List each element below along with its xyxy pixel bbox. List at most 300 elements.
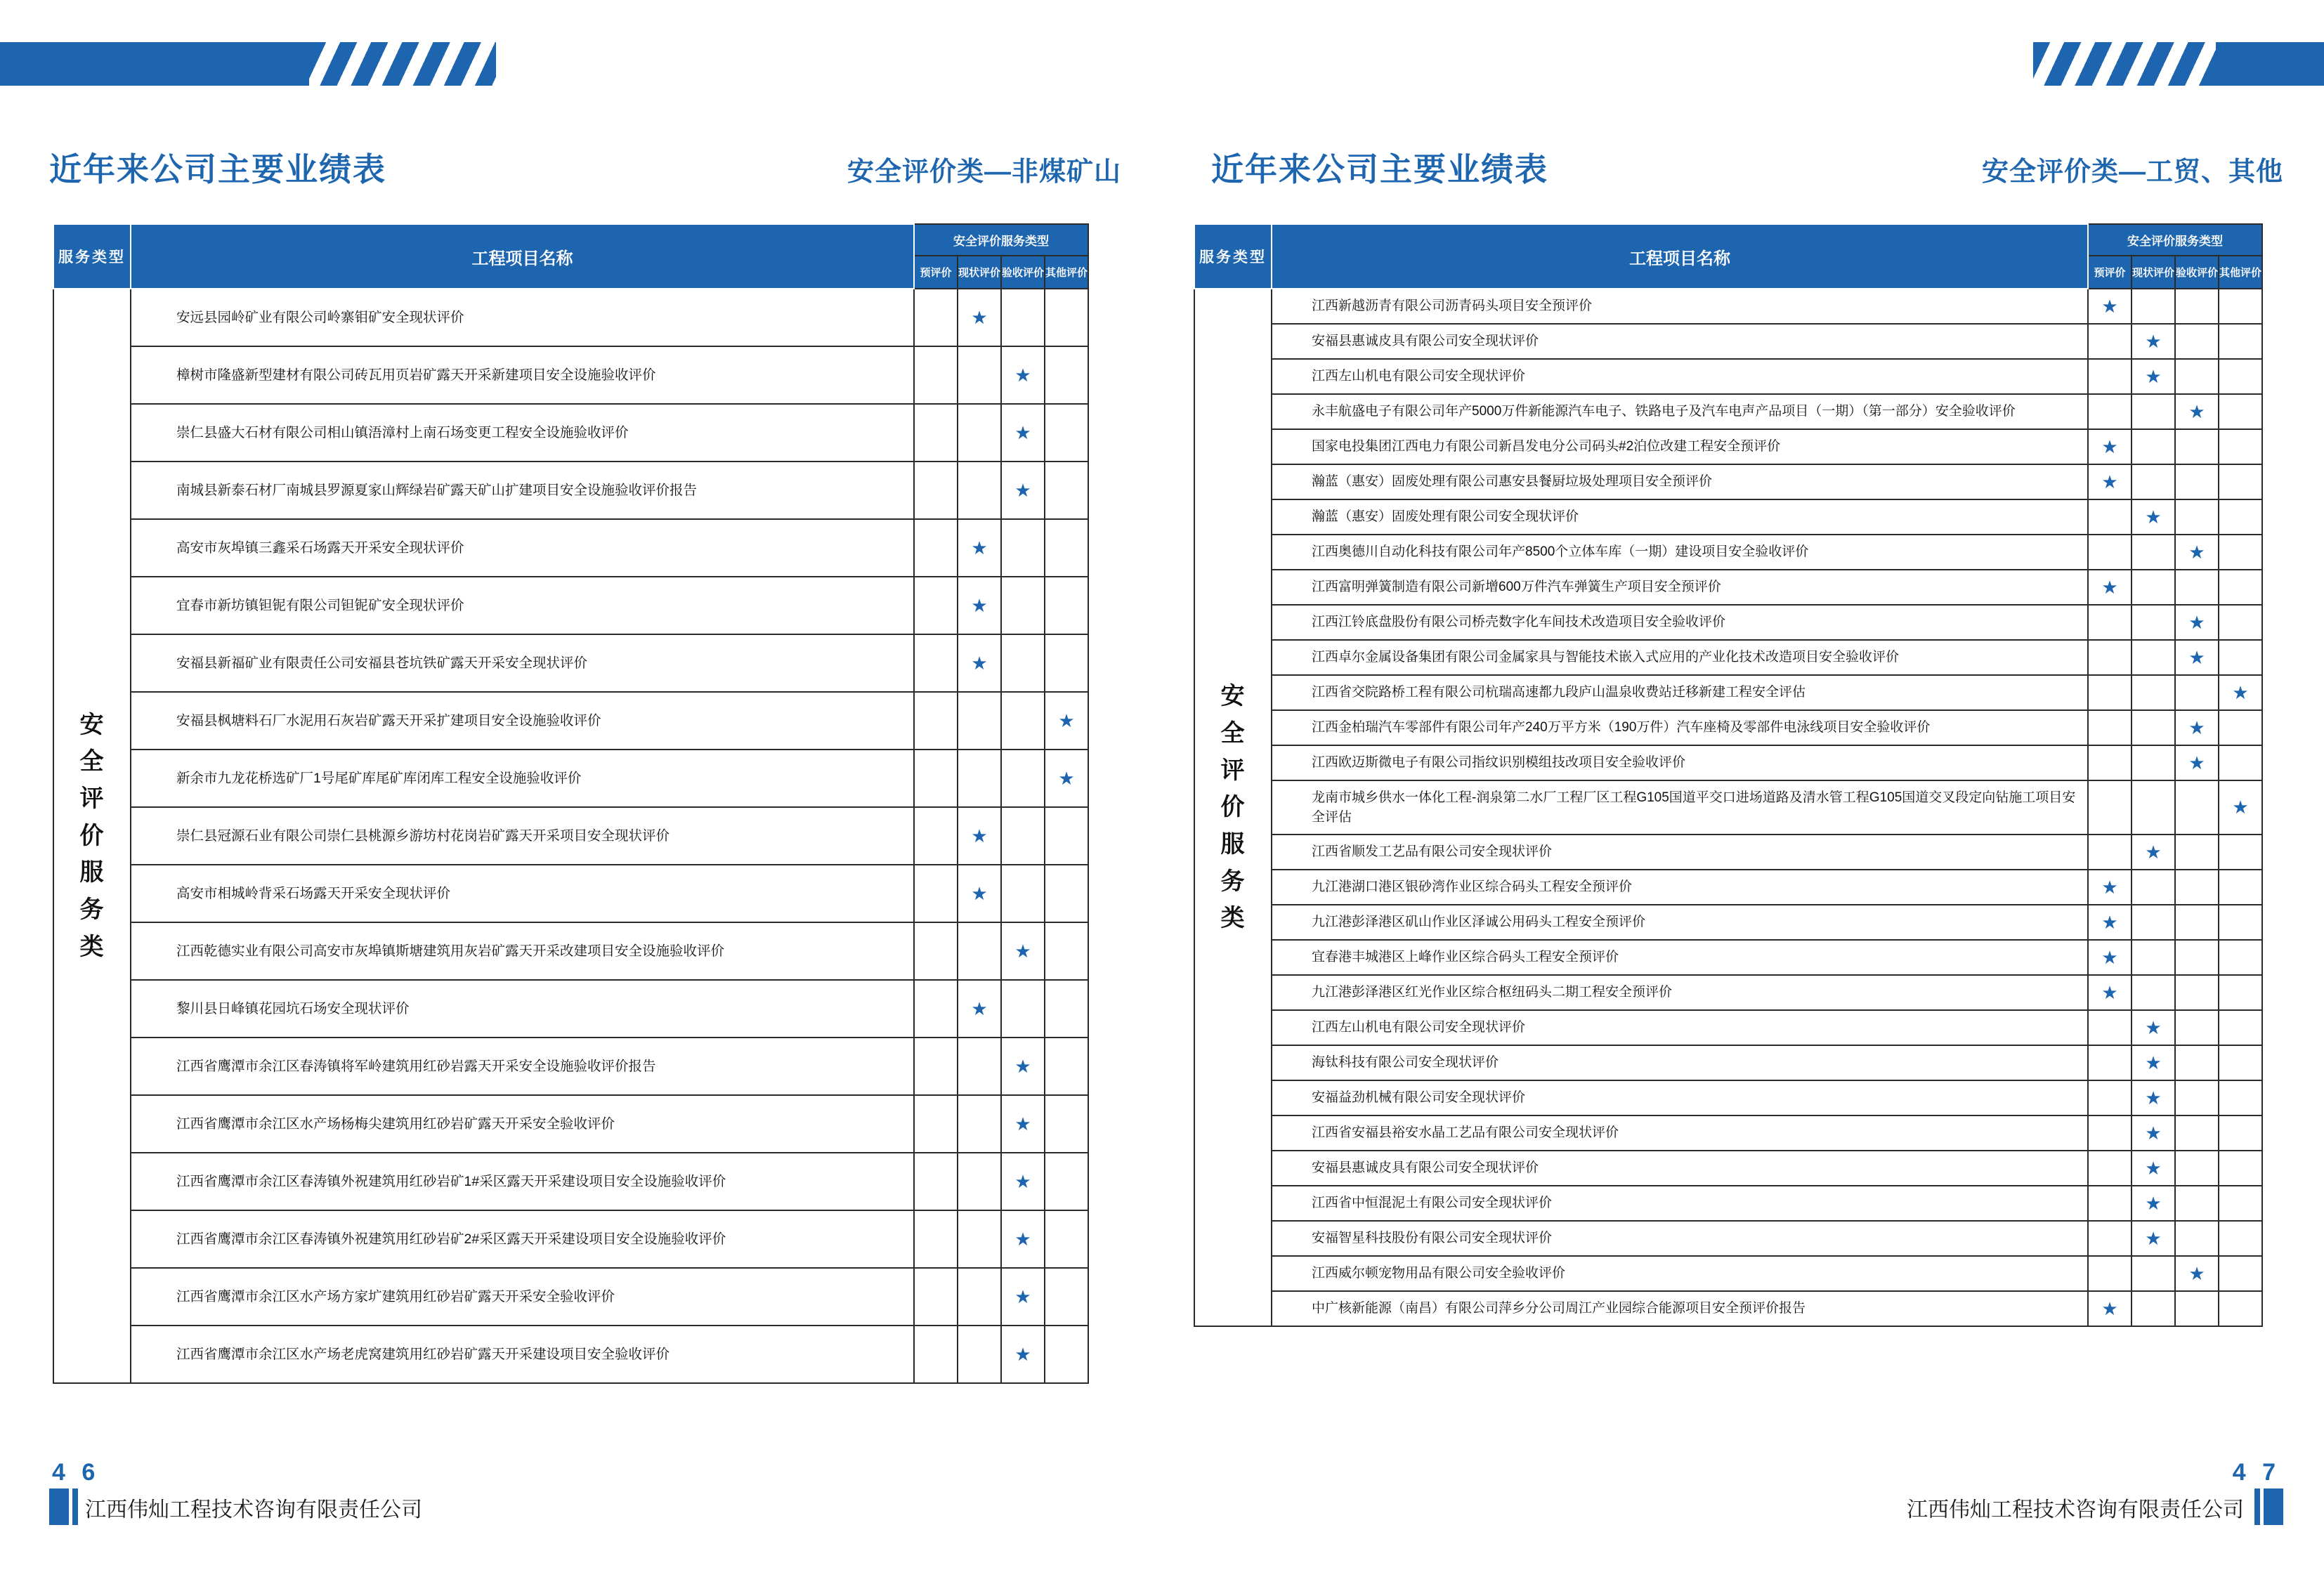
mark-cell-pre-eval xyxy=(914,750,958,807)
table-row xyxy=(1194,975,2262,1010)
header-status-eval: 现状评价 xyxy=(958,256,1001,289)
mark-cell-status-eval xyxy=(958,865,1001,922)
mark-cell-other-eval xyxy=(2219,570,2262,605)
mark-cell-acceptance-eval xyxy=(1001,692,1045,750)
mark-cell-pre-eval xyxy=(2088,1186,2132,1221)
header-acceptance-eval: 验收评价 xyxy=(2175,256,2219,289)
star-icon: ★ xyxy=(2145,1157,2162,1179)
table-row xyxy=(1194,1256,2262,1291)
mark-cell-acceptance-eval xyxy=(2175,570,2219,605)
mark-cell-status-eval xyxy=(2132,605,2175,640)
mark-cell-pre-eval xyxy=(2088,1291,2132,1326)
mark-cell-status-eval xyxy=(2132,975,2175,1010)
mark-cell-other-eval xyxy=(1045,519,1088,577)
mark-cell-pre-eval xyxy=(914,922,958,980)
mark-cell-status-eval xyxy=(2132,289,2175,324)
header-project-name: 工程项目名称 xyxy=(1272,224,2088,289)
mark-cell-status-eval xyxy=(2132,1221,2175,1256)
mark-cell-pre-eval xyxy=(2088,605,2132,640)
table-row xyxy=(1194,394,2262,429)
mark-cell-pre-eval xyxy=(2088,324,2132,359)
mark-cell-other-eval xyxy=(2219,745,2262,780)
mark-cell-other-eval xyxy=(2219,359,2262,394)
mark-cell-status-eval xyxy=(2132,499,2175,535)
page-title: 近年来公司主要业绩表 xyxy=(49,151,386,188)
table-row xyxy=(53,750,1088,807)
project-name-cell: 江西富明弹簧制造有限公司新增600万件汽车弹簧生产项目安全预评价 xyxy=(1272,570,2088,605)
mark-cell-pre-eval xyxy=(2088,870,2132,905)
mark-cell-status-eval xyxy=(2132,464,2175,499)
header-other-eval: 其他评价 xyxy=(2219,256,2262,289)
star-icon: ★ xyxy=(2232,797,2249,818)
mark-cell-acceptance-eval xyxy=(2175,1045,2219,1080)
service-type-vertical-text: 安全评价服务类 xyxy=(79,711,105,960)
project-name-cell: 江西省鹰潭市余江区水产场方家圹建筑用红砂岩矿露天开采安全验收评价 xyxy=(131,1268,914,1326)
mark-cell-acceptance-eval xyxy=(1001,346,1045,404)
mark-cell-acceptance-eval xyxy=(2175,1151,2219,1186)
mark-cell-pre-eval xyxy=(2088,710,2132,745)
mark-cell-pre-eval xyxy=(2088,429,2132,464)
project-name-cell: 江西省安福县裕安水晶工艺品有限公司安全现状评价 xyxy=(1272,1115,2088,1151)
mark-cell-status-eval xyxy=(2132,1186,2175,1221)
mark-cell-acceptance-eval xyxy=(2175,535,2219,570)
mark-cell-status-eval xyxy=(958,1326,1001,1383)
table-body-left xyxy=(53,289,1088,1383)
star-icon: ★ xyxy=(971,537,988,558)
page-subtitle: 安全评价类—非煤矿山 xyxy=(847,157,1121,187)
header-acceptance-eval: 验收评价 xyxy=(1001,256,1045,289)
project-name-cell: 高安市灰埠镇三鑫采石场露天开采安全现状评价 xyxy=(131,519,914,577)
mark-cell-acceptance-eval xyxy=(1001,404,1045,462)
mark-cell-acceptance-eval xyxy=(1001,865,1045,922)
mark-cell-pre-eval xyxy=(914,1210,958,1268)
table-row xyxy=(53,1153,1088,1210)
table-row xyxy=(53,1268,1088,1326)
mark-cell-acceptance-eval xyxy=(1001,1038,1045,1095)
star-icon: ★ xyxy=(971,652,988,674)
star-icon: ★ xyxy=(1058,709,1075,731)
project-name-cell: 江西省中恒混泥土有限公司安全现状评价 xyxy=(1272,1186,2088,1221)
star-icon: ★ xyxy=(2145,365,2162,387)
project-name-cell: 江西省鹰潭市余江区水产场老虎窝建筑用红砂岩矿露天开采建设项目安全验收评价 xyxy=(131,1326,914,1383)
mark-cell-acceptance-eval xyxy=(2175,1186,2219,1221)
star-icon: ★ xyxy=(2145,1192,2162,1214)
mark-cell-pre-eval xyxy=(914,634,958,692)
mark-cell-other-eval xyxy=(2219,1291,2262,1326)
table-row xyxy=(53,346,1088,404)
service-type-vertical-label xyxy=(53,289,131,1383)
mark-cell-status-eval xyxy=(958,750,1001,807)
mark-cell-pre-eval xyxy=(914,1326,958,1383)
mark-cell-acceptance-eval xyxy=(2175,1256,2219,1291)
project-name-cell: 安福县惠诚皮具有限公司安全现状评价 xyxy=(1272,324,2088,359)
table-row xyxy=(1194,710,2262,745)
project-name-cell: 安福智星科技股份有限公司安全现状评价 xyxy=(1272,1221,2088,1256)
mark-cell-status-eval xyxy=(958,1038,1001,1095)
performance-table-left xyxy=(53,223,1089,1384)
project-name-cell: 江西乾德实业有限公司高安市灰埠镇斯塘建筑用灰岩矿露天开采改建项目安全设施验收评价 xyxy=(131,922,914,980)
header-other-eval: 其他评价 xyxy=(1045,256,1088,289)
project-name-cell: 江西省鹰潭市余江区春涛镇外祝建筑用红砂岩矿1#采区露天开采建设项目安全设施验收评价 xyxy=(131,1153,914,1210)
table-row xyxy=(1194,835,2262,870)
star-icon: ★ xyxy=(2101,295,2118,317)
mark-cell-other-eval xyxy=(1045,865,1088,922)
table-row xyxy=(1194,324,2262,359)
table-row xyxy=(1194,1115,2262,1151)
mark-cell-other-eval xyxy=(2219,835,2262,870)
mark-cell-other-eval xyxy=(2219,535,2262,570)
mark-cell-pre-eval xyxy=(914,865,958,922)
project-name-cell: 江西省顺发工艺品有限公司安全现状评价 xyxy=(1272,835,2088,870)
table-row xyxy=(1194,1221,2262,1256)
service-type-vertical-label xyxy=(1194,289,1272,1326)
project-name-cell: 九江港湖口港区银砂湾作业区综合码头工程安全预评价 xyxy=(1272,870,2088,905)
table-row xyxy=(1194,570,2262,605)
mark-cell-other-eval xyxy=(2219,675,2262,710)
project-name-cell: 江西金柏瑞汽车零部件有限公司年产240万平方米（190万件）汽车座椅及零部件电泳线项目安全验收评价 xyxy=(1272,710,2088,745)
mark-cell-other-eval xyxy=(1045,346,1088,404)
banner-solid-bar xyxy=(0,42,313,86)
footer-company-name: 江西伟灿工程技术咨询有限责任公司 xyxy=(85,1498,422,1522)
table-row xyxy=(1194,359,2262,394)
project-name-cell: 安远县园岭矿业有限公司岭寨钼矿安全现状评价 xyxy=(131,289,914,346)
star-icon: ★ xyxy=(2101,981,2118,1003)
mark-cell-other-eval xyxy=(2219,324,2262,359)
mark-cell-status-eval xyxy=(2132,1045,2175,1080)
project-name-cell: 安福县枫塘料石厂水泥用石灰岩矿露天开采扩建项目安全设施验收评价 xyxy=(131,692,914,750)
mark-cell-other-eval xyxy=(2219,940,2262,975)
table-row xyxy=(1194,745,2262,780)
mark-cell-other-eval xyxy=(2219,1115,2262,1151)
table-row xyxy=(53,1038,1088,1095)
mark-cell-pre-eval xyxy=(2088,975,2132,1010)
table-body-right xyxy=(1194,289,2262,1326)
mark-cell-status-eval xyxy=(2132,1291,2175,1326)
top-banner-right xyxy=(1162,42,2324,86)
mark-cell-status-eval xyxy=(2132,429,2175,464)
star-icon: ★ xyxy=(1014,1285,1031,1307)
star-icon: ★ xyxy=(2101,876,2118,898)
mark-cell-other-eval xyxy=(1045,980,1088,1038)
mark-cell-other-eval xyxy=(2219,640,2262,675)
header-status-eval: 现状评价 xyxy=(2132,256,2175,289)
star-icon: ★ xyxy=(971,306,988,328)
project-name-cell: 江西威尔顿宠物用品有限公司安全验收评价 xyxy=(1272,1256,2088,1291)
mark-cell-status-eval xyxy=(958,1210,1001,1268)
right-footer xyxy=(1900,1459,2283,1540)
header-row-top xyxy=(1194,224,2262,256)
mark-cell-other-eval xyxy=(1045,750,1088,807)
star-icon: ★ xyxy=(2145,1016,2162,1038)
mark-cell-pre-eval xyxy=(2088,835,2132,870)
mark-cell-status-eval xyxy=(2132,905,2175,940)
footer-company-name: 江西伟灿工程技术咨询有限责任公司 xyxy=(1907,1498,2244,1522)
mark-cell-other-eval xyxy=(1045,1038,1088,1095)
mark-cell-acceptance-eval xyxy=(1001,519,1045,577)
mark-cell-acceptance-eval xyxy=(2175,870,2219,905)
mark-cell-acceptance-eval xyxy=(1001,980,1045,1038)
left-page-titles xyxy=(49,144,1121,190)
project-name-cell: 永丰航盛电子有限公司年产5000万件新能源汽车电子、铁路电子及汽车电声产品项目（一期）（第一部分）安全验收评价 xyxy=(1272,394,2088,429)
table-row xyxy=(1194,870,2262,905)
project-name-cell: 江西省交院路桥工程有限公司杭瑞高速都九段庐山温泉收费站迁移新建工程安全评估 xyxy=(1272,675,2088,710)
right-page xyxy=(1162,0,2324,1577)
project-name-cell: 海钛科技有限公司安全现状评价 xyxy=(1272,1045,2088,1080)
header-service-group: 安全评价服务类型 xyxy=(2088,224,2262,256)
table-row xyxy=(53,692,1088,750)
mark-cell-status-eval xyxy=(2132,394,2175,429)
service-type-vertical-text: 安全评价服务类 xyxy=(1220,683,1246,932)
mark-cell-pre-eval xyxy=(2088,1115,2132,1151)
star-icon: ★ xyxy=(1014,940,1031,962)
header-service-type: 服务类型 xyxy=(53,224,131,289)
project-name-cell: 新余市九龙花桥选矿厂1号尾矿库尾矿库闭库工程安全设施验收评价 xyxy=(131,750,914,807)
mark-cell-acceptance-eval xyxy=(2175,1010,2219,1045)
mark-cell-status-eval xyxy=(958,404,1001,462)
mark-cell-pre-eval xyxy=(2088,394,2132,429)
mark-cell-acceptance-eval xyxy=(2175,464,2219,499)
star-icon: ★ xyxy=(1014,479,1031,501)
star-icon: ★ xyxy=(2188,400,2205,422)
mark-cell-other-eval xyxy=(2219,1080,2262,1115)
mark-cell-acceptance-eval xyxy=(1001,1268,1045,1326)
mark-cell-status-eval xyxy=(958,1268,1001,1326)
mark-cell-pre-eval xyxy=(914,807,958,865)
mark-cell-status-eval xyxy=(958,634,1001,692)
mark-cell-pre-eval xyxy=(2088,570,2132,605)
mark-cell-other-eval xyxy=(1045,1268,1088,1326)
mark-cell-other-eval xyxy=(1045,634,1088,692)
mark-cell-status-eval xyxy=(2132,570,2175,605)
star-icon: ★ xyxy=(2145,1087,2162,1108)
star-icon: ★ xyxy=(2188,541,2205,563)
mark-cell-pre-eval xyxy=(2088,464,2132,499)
star-icon: ★ xyxy=(1014,364,1031,386)
table-row xyxy=(53,634,1088,692)
mark-cell-pre-eval xyxy=(2088,1256,2132,1291)
mark-cell-other-eval xyxy=(2219,905,2262,940)
mark-cell-status-eval xyxy=(958,577,1001,634)
project-name-cell: 江西奥德川自动化科技有限公司年产8500个立体车库（一期）建设项目安全验收评价 xyxy=(1272,535,2088,570)
mark-cell-status-eval xyxy=(958,980,1001,1038)
mark-cell-acceptance-eval xyxy=(1001,922,1045,980)
project-name-cell: 宜春港丰城港区上峰作业区综合码头工程安全预评价 xyxy=(1272,940,2088,975)
project-name-cell: 江西省鹰潭市余江区春涛镇外祝建筑用红砂岩矿2#采区露天开采建设项目安全设施验收评价 xyxy=(131,1210,914,1268)
star-icon: ★ xyxy=(1014,421,1031,443)
mark-cell-pre-eval xyxy=(2088,289,2132,324)
mark-cell-other-eval xyxy=(1045,1210,1088,1268)
mark-cell-acceptance-eval xyxy=(2175,1080,2219,1115)
banner-solid-bar xyxy=(2216,42,2324,86)
page-number-right: 4 7 xyxy=(2232,1459,2280,1486)
mark-cell-status-eval xyxy=(2132,640,2175,675)
mark-cell-pre-eval xyxy=(2088,940,2132,975)
top-banner-left xyxy=(0,42,1162,86)
right-table-wrapper xyxy=(1194,223,2263,1327)
table-row xyxy=(53,807,1088,865)
table-row xyxy=(1194,940,2262,975)
project-name-cell: 高安市相城岭背采石场露天开采安全现状评价 xyxy=(131,865,914,922)
table-row xyxy=(1194,605,2262,640)
project-name-cell: 安福益劲机械有限公司安全现状评价 xyxy=(1272,1080,2088,1115)
mark-cell-status-eval xyxy=(958,692,1001,750)
table-row xyxy=(1194,1080,2262,1115)
star-icon: ★ xyxy=(2101,911,2118,933)
star-icon: ★ xyxy=(1014,1228,1031,1250)
mark-cell-pre-eval xyxy=(2088,745,2132,780)
star-icon: ★ xyxy=(2188,646,2205,668)
mark-cell-status-eval xyxy=(2132,710,2175,745)
project-name-cell: 江西新越沥青有限公司沥青码头项目安全预评价 xyxy=(1272,289,2088,324)
mark-cell-pre-eval xyxy=(2088,499,2132,535)
project-name-cell: 江西卓尔金属设备集团有限公司金属家具与智能技术嵌入式应用的产业化技术改造项目安全验收评价 xyxy=(1272,640,2088,675)
star-icon: ★ xyxy=(2145,1122,2162,1144)
mark-cell-other-eval xyxy=(1045,922,1088,980)
table-row xyxy=(53,462,1088,519)
mark-cell-other-eval xyxy=(2219,605,2262,640)
mark-cell-acceptance-eval xyxy=(2175,289,2219,324)
mark-cell-status-eval xyxy=(2132,1115,2175,1151)
star-icon: ★ xyxy=(2232,681,2249,703)
mark-cell-other-eval xyxy=(1045,1326,1088,1383)
project-name-cell: 中广核新能源（南昌）有限公司萍乡分公司周江产业园综合能源项目安全预评价报告 xyxy=(1272,1291,2088,1326)
mark-cell-pre-eval xyxy=(914,980,958,1038)
mark-cell-other-eval xyxy=(2219,1151,2262,1186)
mark-cell-acceptance-eval xyxy=(1001,577,1045,634)
mark-cell-other-eval xyxy=(1045,1153,1088,1210)
mark-cell-acceptance-eval xyxy=(2175,1291,2219,1326)
mark-cell-other-eval xyxy=(2219,1256,2262,1291)
mark-cell-status-eval xyxy=(2132,835,2175,870)
mark-cell-acceptance-eval xyxy=(1001,1153,1045,1210)
star-icon: ★ xyxy=(971,594,988,616)
star-icon: ★ xyxy=(1014,1055,1031,1077)
project-name-cell: 瀚蓝（惠安）固废处理有限公司惠安县餐厨垃圾处理项目安全预评价 xyxy=(1272,464,2088,499)
project-name-cell: 安福县惠诚皮具有限公司安全现状评价 xyxy=(1272,1151,2088,1186)
mark-cell-status-eval xyxy=(958,922,1001,980)
table-row xyxy=(53,1095,1088,1153)
mark-cell-status-eval xyxy=(958,346,1001,404)
project-name-cell: 崇仁县冠源石业有限公司崇仁县桃源乡游坊村花岗岩矿露天开采项目安全现状评价 xyxy=(131,807,914,865)
mark-cell-status-eval xyxy=(2132,745,2175,780)
mark-cell-pre-eval xyxy=(914,519,958,577)
mark-cell-acceptance-eval xyxy=(2175,394,2219,429)
page-number-left: 4 6 xyxy=(52,1459,100,1486)
mark-cell-acceptance-eval xyxy=(2175,710,2219,745)
mark-cell-other-eval xyxy=(1045,1095,1088,1153)
project-name-cell: 江西欧迈斯微电子有限公司指纹识别模组技改项目安全验收评价 xyxy=(1272,745,2088,780)
mark-cell-status-eval xyxy=(2132,675,2175,710)
mark-cell-acceptance-eval xyxy=(2175,359,2219,394)
star-icon: ★ xyxy=(2145,1227,2162,1249)
star-icon: ★ xyxy=(2101,436,2118,457)
mark-cell-pre-eval xyxy=(914,1153,958,1210)
table-header-right xyxy=(1194,224,2262,289)
mark-cell-status-eval xyxy=(958,1153,1001,1210)
mark-cell-other-eval xyxy=(2219,1010,2262,1045)
mark-cell-pre-eval xyxy=(2088,905,2132,940)
project-name-cell: 江西江铃底盘股份有限公司桥壳数字化车间技术改造项目安全验收评价 xyxy=(1272,605,2088,640)
mark-cell-acceptance-eval xyxy=(2175,499,2219,535)
mark-cell-acceptance-eval xyxy=(2175,975,2219,1010)
project-name-cell: 江西左山机电有限公司安全现状评价 xyxy=(1272,1010,2088,1045)
star-icon: ★ xyxy=(1014,1113,1031,1134)
mark-cell-status-eval xyxy=(2132,324,2175,359)
star-icon: ★ xyxy=(2101,471,2118,492)
header-service-group: 安全评价服务类型 xyxy=(914,224,1088,256)
mark-cell-acceptance-eval xyxy=(1001,1210,1045,1268)
table-row xyxy=(53,922,1088,980)
mark-cell-pre-eval xyxy=(2088,675,2132,710)
banner-stripes xyxy=(2033,42,2220,86)
footer-logo-mark xyxy=(49,1488,78,1525)
table-row xyxy=(1194,464,2262,499)
mark-cell-other-eval xyxy=(1045,462,1088,519)
star-icon: ★ xyxy=(971,997,988,1019)
mark-cell-other-eval xyxy=(2219,394,2262,429)
left-footer xyxy=(49,1459,429,1540)
page-title: 近年来公司主要业绩表 xyxy=(1211,151,1548,188)
mark-cell-pre-eval xyxy=(2088,1080,2132,1115)
mark-cell-pre-eval xyxy=(2088,1151,2132,1186)
mark-cell-pre-eval xyxy=(2088,1010,2132,1045)
mark-cell-status-eval xyxy=(2132,1256,2175,1291)
mark-cell-other-eval xyxy=(1045,404,1088,462)
header-service-type: 服务类型 xyxy=(1194,224,1272,289)
table-row xyxy=(1194,1045,2262,1080)
star-icon: ★ xyxy=(2145,841,2162,863)
mark-cell-other-eval xyxy=(2219,429,2262,464)
table-row xyxy=(1194,429,2262,464)
mark-cell-pre-eval xyxy=(914,346,958,404)
mark-cell-other-eval xyxy=(1045,692,1088,750)
table-row xyxy=(1194,640,2262,675)
mark-cell-status-eval xyxy=(958,462,1001,519)
mark-cell-pre-eval xyxy=(2088,535,2132,570)
star-icon: ★ xyxy=(2101,946,2118,968)
mark-cell-status-eval xyxy=(2132,1080,2175,1115)
project-name-cell: 九江港彭泽港区矶山作业区泽诚公用码头工程安全预评价 xyxy=(1272,905,2088,940)
mark-cell-other-eval xyxy=(1045,289,1088,346)
project-name-cell: 江西省鹰潭市余江区水产场杨梅尖建筑用红砂岩矿露天开采安全验收评价 xyxy=(131,1095,914,1153)
project-name-cell: 樟树市隆盛新型建材有限公司砖瓦用页岩矿露天开采新建项目安全设施验收评价 xyxy=(131,346,914,404)
mark-cell-acceptance-eval xyxy=(2175,745,2219,780)
mark-cell-other-eval xyxy=(2219,710,2262,745)
project-name-cell: 瀚蓝（惠安）固废处理有限公司安全现状评价 xyxy=(1272,499,2088,535)
mark-cell-acceptance-eval xyxy=(2175,640,2219,675)
table-row xyxy=(53,865,1088,922)
table-row xyxy=(53,404,1088,462)
banner-stripes xyxy=(309,42,496,86)
mark-cell-other-eval xyxy=(2219,499,2262,535)
mark-cell-acceptance-eval xyxy=(2175,324,2219,359)
mark-cell-acceptance-eval xyxy=(2175,1221,2219,1256)
mark-cell-acceptance-eval xyxy=(1001,289,1045,346)
mark-cell-acceptance-eval xyxy=(1001,1095,1045,1153)
mark-cell-status-eval xyxy=(2132,1010,2175,1045)
star-icon: ★ xyxy=(2188,1262,2205,1284)
project-name-cell: 黎川县日峰镇花园坑石场安全现状评价 xyxy=(131,980,914,1038)
mark-cell-status-eval xyxy=(2132,940,2175,975)
mark-cell-acceptance-eval xyxy=(2175,605,2219,640)
star-icon: ★ xyxy=(971,825,988,846)
mark-cell-acceptance-eval xyxy=(1001,750,1045,807)
table-row xyxy=(1194,535,2262,570)
table-row xyxy=(1194,1151,2262,1186)
mark-cell-other-eval xyxy=(1045,577,1088,634)
mark-cell-other-eval xyxy=(1045,807,1088,865)
mark-cell-pre-eval xyxy=(2088,1221,2132,1256)
